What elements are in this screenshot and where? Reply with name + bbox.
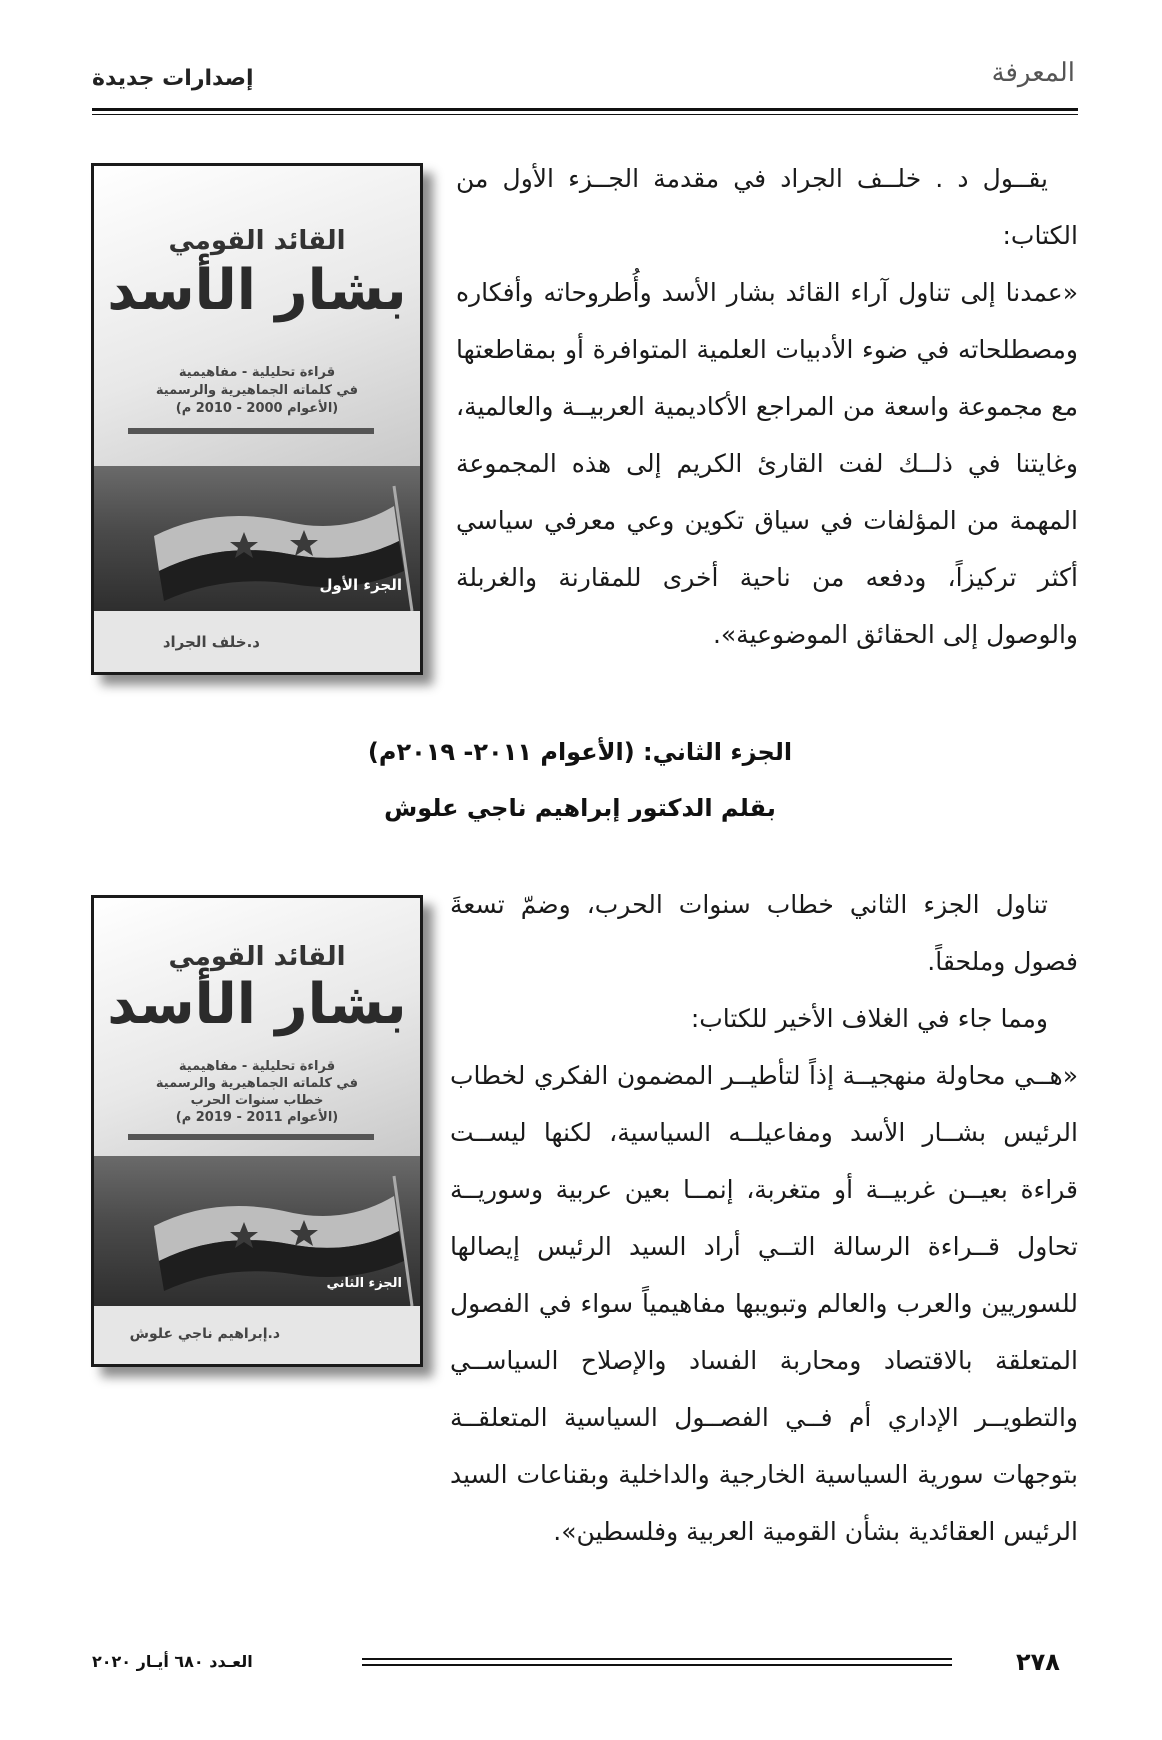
cover-years: (الأعوام 2011 - 2019 م) [175, 1110, 339, 1125]
cover-author: د.خلف الجراد [162, 633, 260, 651]
part2-heading: الجزء الثاني: (الأعوام ٢٠١١- ٢٠١٩م) [367, 738, 793, 766]
part1-quote: «عمدنا إلى تناول آراء القائد بشار الأسد وأُطروحاته وأفكاره ومصطلحاته في ضوء الأدبيات العلمية المتوافرة أو بمقاطعتها مع مجموعة واسعة من المراجع الأكاديمية العربيــة والعالمية، وغايتنا في ذلــك لفت القارئ الكريم إلى هذه المجموعة المهمة من المؤلفات في سياق تكوين وعي معرفي سياسي أكثر تركيزاً، ودفعه من ناحية أخرى للمقارنة والغربلة والوصول إلى الحقائق الموضوعية». [456, 278, 1078, 649]
cover-title-line2: بشار الأسد [107, 258, 407, 323]
cover-top-panel [94, 166, 420, 466]
cover-years: (الأعوام 2000 - 2010 م) [175, 401, 339, 416]
part2-text [450, 876, 1078, 1047]
header-rule [92, 108, 1078, 111]
journal-logo: المعرفة [991, 58, 1075, 88]
cover-subtitle2: في كلماته الجماهيرية والرسمية [155, 1076, 359, 1091]
cover-flag-photo [94, 466, 420, 611]
cover-author: د.إبراهيم ناجي علوش [129, 1326, 280, 1342]
cover-subtitle3: خطاب سنوات الحرب [190, 1093, 324, 1108]
cover-divider-bar [128, 1134, 374, 1140]
cover-bottom-panel [94, 611, 420, 672]
part2-quote: «هــي محاولة منهجيــة إذاً لتأطيــر المضمون الفكري لخطاب الرئيس بشــار الأسد ومفاعيلــه السياسية، لكنها ليســت قراءة بعيــن غربيــة أو متغربة، إنمــا بعين عربية وسوريــة تحاول قــراءة الرسالة التــي أراد السيد الرئيس إيصالها للسوريين والعرب والعالم وتبويبها مفاهيمياً سواء في الفصول المتعلقة بالاقتصاد ومحاربة الفساد والإصلاح السياســي والتطويــر الإداري أم فــي الفصــول السياسية المتعلقــة بتوجهات سورية السياسية الخارجية والداخلية وبقناعات السيد الرئيس العقائدية بشأن القومية العربية وفلسطين». [450, 1061, 1078, 1546]
book-cover-part1 [91, 163, 423, 675]
cover-flag-photo [94, 1156, 420, 1306]
part1-text [456, 150, 1078, 663]
cover-title-line2: بشار الأسد [107, 972, 407, 1037]
part2-para2: ومما جاء في الغلاف الأخير للكتاب: [690, 1004, 1048, 1033]
footer-rule [362, 1658, 952, 1660]
part1-intro: يقــول د . خلــف الجراد في مقدمة الجــزء الأول من الكتاب: [456, 164, 1078, 250]
cover-subtitle2: في كلماته الجماهيرية والرسمية [155, 383, 359, 398]
part2-para1: تناول الجزء الثاني خطاب سنوات الحرب، وضمّ تسعةَ فصول وملحقاً. [450, 890, 1078, 976]
book-cover-part2 [91, 895, 423, 1367]
cover-title-line1: القائد القومي [168, 226, 346, 256]
cover-subtitle1: قراءة تحليلية - مفاهيمية [178, 365, 336, 380]
cover-title-line1: القائد القومي [168, 942, 346, 972]
part2-byline: بقلم الدكتور إبراهيم ناجي علوش [384, 794, 776, 822]
cover-divider-bar [128, 428, 374, 434]
header-rule-thin [92, 114, 1078, 115]
page-number: ٢٧٨ [1016, 1648, 1060, 1676]
cover-bottom-panel [94, 1306, 420, 1364]
cover-top-panel [94, 898, 420, 1156]
issue-info: العـدد ٦٨٠ أيـار ٢٠٢٠ [92, 1652, 253, 1671]
cover-part-label: الجزء الثاني [326, 1276, 402, 1291]
footer-rule-second [362, 1664, 952, 1666]
section-title: إصدارات جديدة [92, 66, 254, 91]
cover-part-label: الجزء الأول [319, 576, 402, 594]
cover-subtitle1: قراءة تحليلية - مفاهيمية [178, 1059, 336, 1074]
